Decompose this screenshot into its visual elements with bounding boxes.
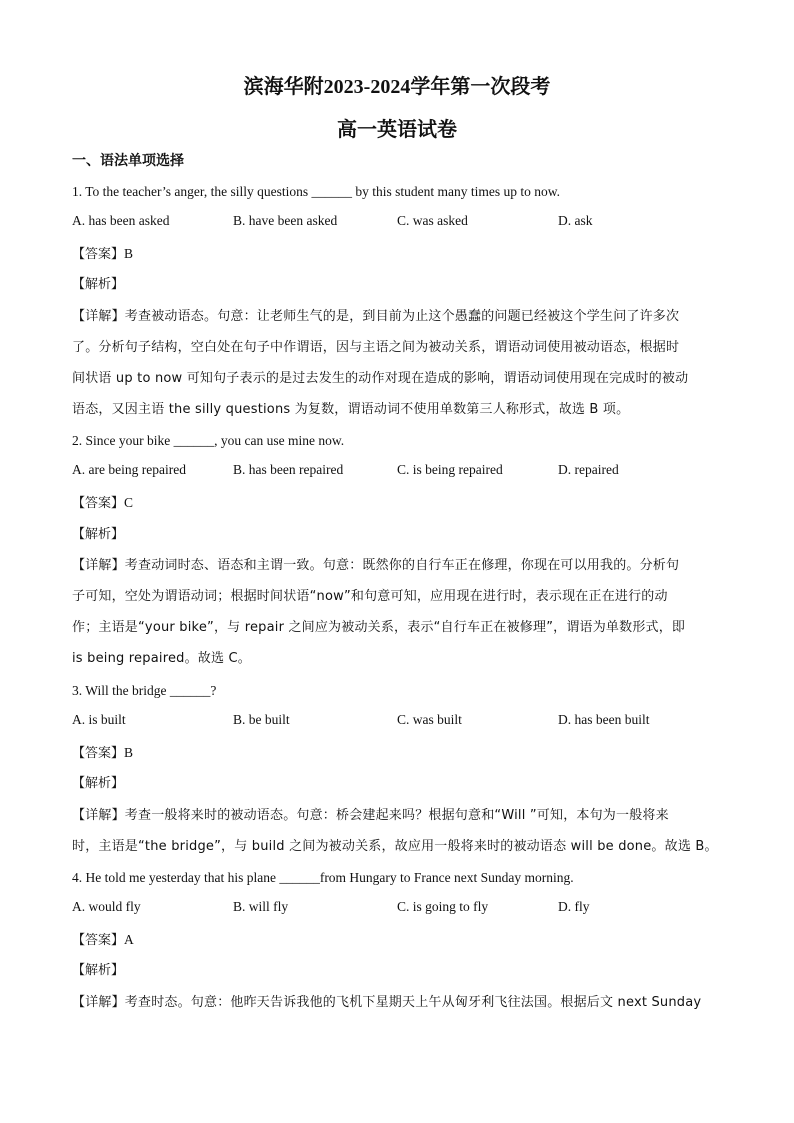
answer-label: 【答案】 (72, 933, 125, 948)
answer-value: B (124, 246, 134, 261)
question-4-detail-line: 【详解】考查时态。句意：他昨天告诉我他的飞机下星期天上午从匈牙利飞往法国。根据后文 next Sunday (72, 995, 702, 1010)
answer-label: 【答案】 (72, 496, 125, 511)
question-4-option-c: C. is going to fly (397, 899, 489, 914)
question-2-detail-line: 作；主语是“your bike”，与 repair 之间应为被动关系，表示“自行车正在被修理”，谓语为单数形式，即 (72, 620, 686, 635)
question-3-option-c: C. was built (397, 712, 462, 727)
question-3-answer (72, 743, 722, 764)
answer-value: B (124, 745, 134, 760)
question-4-option-b: B. will fly (233, 899, 289, 914)
question-3-detail-line: 时，主语是“the bridge”，与 build 之间为被动关系，故应用一般将来时的被动语态 will be done。故选 B。 (72, 839, 718, 854)
question-2-option-b: B. has been repaired (233, 462, 344, 477)
question-4-answer (72, 930, 722, 951)
question-3-option-a: A. is built (72, 712, 126, 727)
question-4-option-a: A. would fly (72, 899, 141, 914)
question-2-option-a: A. are being repaired (72, 462, 186, 477)
question-4-stem: 4. He told me yesterday that his plane ______from Hungary to France next Sunday morning. (72, 870, 574, 885)
question-1-option-d: D. ask (558, 213, 593, 228)
question-4-option-d: D. fly (558, 899, 590, 914)
question-2-answer (72, 493, 722, 514)
question-2-stem: 2. Since your bike ______, you can use mine now. (72, 433, 345, 448)
question-2-detail-line: is being repaired。故选 C。 (72, 651, 252, 666)
question-1-detail-line: 语态，又因主语 the silly questions 为复数，谓语动词不使用单数第三人称形式，故选 B 项。 (72, 402, 630, 417)
question-1-detail-line: 间状语 up to now 可知句子表示的是过去发生的动作对现在造成的影响，谓语动词使用现在完成时的被动 (72, 371, 689, 386)
exam-title: 滨海华附2023-2024学年第一次段考 (243, 76, 551, 98)
question-2-analysis-label: 【解析】 (72, 527, 125, 542)
answer-label: 【答案】 (72, 746, 125, 761)
question-4-analysis-label: 【解析】 (72, 963, 125, 978)
question-1-analysis-label: 【解析】 (72, 277, 125, 292)
question-3-option-d: D. has been built (558, 712, 650, 727)
section-title: 一、语法单项选择 (72, 153, 184, 169)
question-1-stem: 1. To the teacher’s anger, the silly questions ______ by this student many times up to now. (72, 184, 560, 199)
question-1-detail-line: 【详解】考查被动语态。句意：让老师生气的是，到目前为止这个愚蠢的问题已经被这个学生问了许多次 (72, 309, 680, 324)
question-2-detail-line: 子可知，空处为谓语动词；根据时间状语“now”和句意可知，应用现在进行时，表示现在正在进行的动 (72, 589, 668, 604)
answer-value: C (124, 495, 134, 510)
answer-label: 【答案】 (72, 247, 125, 262)
question-2-detail-line: 【详解】考查动词时态、语态和主谓一致。句意：既然你的自行车正在修理，你现在可以用我的。分析句 (72, 558, 680, 573)
question-3-option-b: B. be built (233, 712, 290, 727)
question-1-answer (72, 244, 722, 265)
question-2-option-c: C. is being repaired (397, 462, 503, 477)
question-1-detail-line: 了。分析句子结构，空白处在句子中作谓语，因与主语之间为被动关系，谓语动词使用被动语态，根据时 (72, 340, 680, 355)
answer-value: A (124, 932, 134, 947)
question-1-option-a: A. has been asked (72, 213, 170, 228)
question-3-analysis-label: 【解析】 (72, 776, 125, 791)
question-1-option-c: C. was asked (397, 213, 468, 228)
question-1-option-b: B. have been asked (233, 213, 338, 228)
question-2-option-d: D. repaired (558, 462, 619, 477)
exam-subtitle: 高一英语试卷 (337, 119, 457, 141)
question-3-detail-line: 【详解】考查一般将来时的被动语态。句意：桥会建起来吗？根据句意和“Will ”可知，本句为一般将来 (72, 808, 669, 823)
question-3-stem: 3. Will the bridge ______? (72, 683, 217, 698)
